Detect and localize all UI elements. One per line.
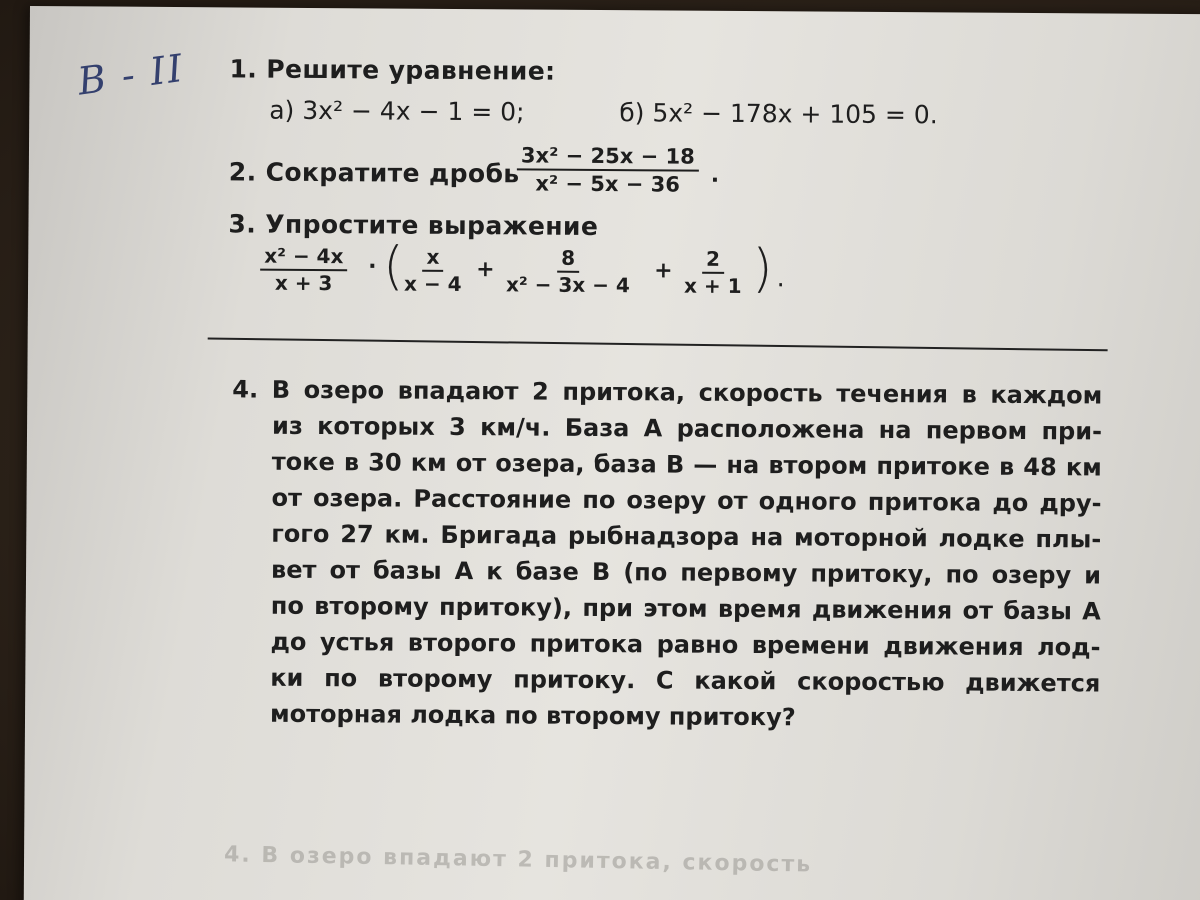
task4-line-9: ки по второму притоку. С какой скоростью движется xyxy=(270,663,1101,698)
task1-equation-b: б) 5x² − 178x + 105 = 0. xyxy=(619,98,938,130)
task4-line-7: по второму притоку), при этом время движения от базы A xyxy=(270,591,1101,626)
section-divider xyxy=(208,337,1108,351)
task2-denominator: x² − 5x − 36 xyxy=(535,171,681,197)
task3-f2-denominator: x − 4 xyxy=(403,271,462,297)
task2-numerator: 3x² − 25x − 18 xyxy=(517,144,699,171)
task3-plus-2: + xyxy=(654,258,673,284)
task4-line-10: моторная лодка по второму притоку? xyxy=(269,699,796,732)
task3-title: 3. Упростите выражение xyxy=(228,209,599,241)
task4-line-5: гого 27 км. Бригада рыбнадзора на моторной лодке плы- xyxy=(271,519,1102,554)
task3-f1-denominator: x + 3 xyxy=(274,270,333,296)
task3-close-paren: ). xyxy=(751,239,790,300)
task2-fraction xyxy=(517,144,699,195)
task1-title: 1. Решите уравнение: xyxy=(229,54,556,86)
task3-f3-denominator: x² − 3x − 4 xyxy=(505,272,630,298)
task4-line-1: 4. В озеро впадают 2 притока, скорость течения в каждом xyxy=(232,375,1103,410)
task4-line-6: вет от базы A к базе B (по первому притоку, по озеру и xyxy=(270,555,1102,590)
task4-line-3: токе в 30 км от озера, база B — на втором притоке в 48 км xyxy=(271,447,1102,482)
task3-f1-numerator: x² − 4x xyxy=(260,246,347,272)
task3-f2-numerator: x xyxy=(422,247,443,272)
worksheet-paper xyxy=(24,6,1200,900)
task4-text xyxy=(230,371,1102,737)
task2-period: . xyxy=(710,162,720,188)
task3-fraction-3 xyxy=(502,247,634,296)
task3-f4-denominator: x + 1 xyxy=(683,273,742,298)
task3-multiply-dot: · xyxy=(368,254,377,280)
task2-title: 2. Сократите дробь xyxy=(228,157,520,189)
handwritten-variant-mark: В - II xyxy=(75,45,187,104)
bleed-through-text: 4. В озеро впадают 2 притока, скорость xyxy=(223,842,813,878)
task3-f4-numerator: 2 xyxy=(702,249,724,274)
task3-fraction-1 xyxy=(260,243,348,296)
task3-plus-1: + xyxy=(476,257,495,283)
task3-fraction-4 xyxy=(680,246,746,298)
task1-equation-a: а) 3x² − 4x − 1 = 0; xyxy=(269,95,525,127)
task3-open-paren: ( xyxy=(382,236,404,297)
task4-line-8: до устья второго притока равно времени движения лод- xyxy=(270,627,1101,662)
task4-line-4: от озера. Расстояние по озеру от одного притока до дру- xyxy=(271,483,1102,518)
worksheet-content xyxy=(24,6,1200,900)
task3-fraction-2 xyxy=(400,244,466,297)
task4-line-2: из которых 3 км/ч. База A расположена на первом при- xyxy=(271,411,1103,446)
task3-f3-numerator: 8 xyxy=(557,248,579,273)
